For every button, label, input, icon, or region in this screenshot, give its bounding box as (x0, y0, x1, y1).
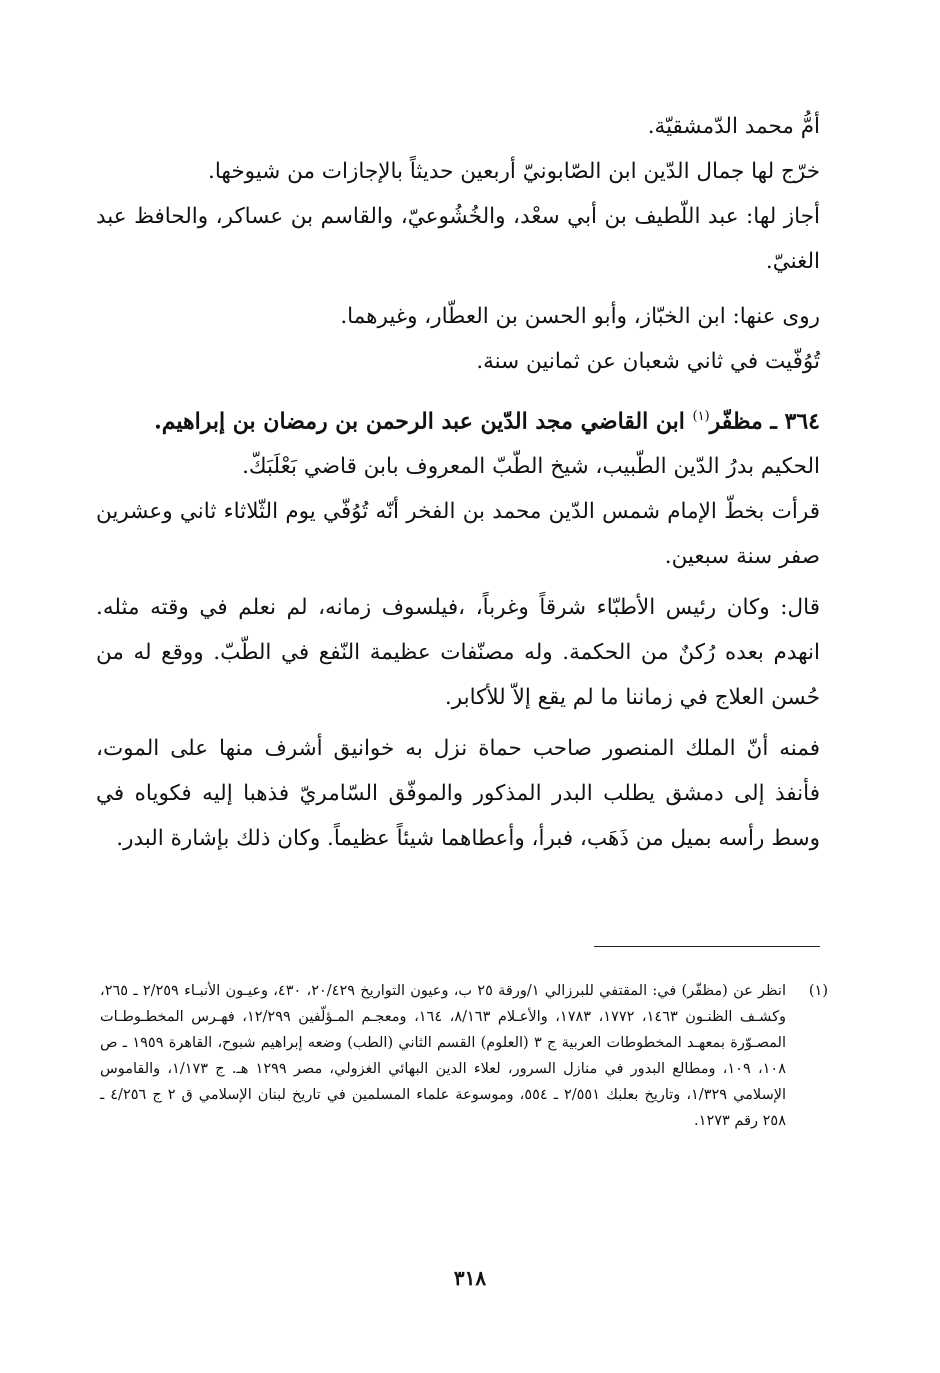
footnote-item (100, 978, 828, 1134)
footnote-divider (594, 946, 820, 947)
paragraph-licensed-by: أجاز لها: عبد اللّطيف بن أبي سعْد، والخُشُوعيّ، والقاسم بن عساكر، والحافظ عبد الغنيّ. (96, 204, 820, 274)
paragraph-death-date: تُوُفّيت في ثاني شعبان عن ثمانين سنة. (476, 349, 820, 374)
main-text (96, 104, 820, 861)
footnote-reference: (١) (692, 409, 710, 424)
paragraph-narrated-by: روى عنها: ابن الخبّاز، وأبو الحسن بن العطّار، وغيرهما. (340, 304, 820, 329)
paragraph-mother-of-muhammad: أمُّ محمد الدّمشقيّة. (647, 114, 820, 139)
entry-number-name: ٣٦٤ ـ مظفّر (709, 408, 820, 435)
paragraph-king-mansur-story: فمنه أنّ الملك المنصور صاحب حماة نزل به خوانيق أشرف منها على الموت، فأنفذ إلى دمشق يطلب البدر المذكور والموفّق السّامريّ فذهبا إليه فكوياه في وسط رأسه بميل من ذَهَب، فبرأ، وأعطاهما شيئاً عظيماً. وكان ذلك بإشارة البدر. (96, 736, 820, 852)
footnote-number: (١) (808, 983, 828, 999)
paragraph-hadith-collection: خرّج لها جمال الدّين ابن الصّابونيّ أربعين حديثاً بالإجازات من شيوخها. (208, 159, 820, 184)
paragraph-chief-physician: قال: وكان رئيس الأطبّاء شرقاً وغرباً، ،فيلسوف زمانه، لم نعلم في وقته مثله. انهدم بعده رُكنٌ من الحكمة. وله مصنّفات عظيمة النّفع في الطّبّ. ووقع له من حُسن العلاج في زماننا ما لم يقع إلاّ للأكابر. (96, 595, 820, 711)
paragraph-read-in-handwriting: قرأت بخطّ الإمام شمس الدّين محمد بن الفخر أنّه تُوُفّي يوم الثّلاثاء ثاني وعشرين صفر سنة سبعين. (96, 499, 820, 570)
entry-lineage: ابن القاضي مجد الدّين عبد الرحمن بن رمضان بن إبراهيم. (154, 408, 693, 435)
footnote-text: انظر عن (مظفّر) في: المقتفي للبرزالي ١/ورقة ٢٥ ب، وعيون التواريخ ٢٠/٤٢٩، ٤٣٠، وعيـون الأنبـاء ٢/٢٥٩ ـ ٢٦٥، وكشـف الظنـون ١٤٦٣، ١٧٧٢، ١٧٨٣، والأعـلام ٨/١٦٣، ١٦٤، ومعجـم المـؤلّفين ١٢/٢٩٩، فهـرس المخطـوطـات المصـوّرة بمعهـد المخطوطات العربية ج ٣ (العلوم) القسم الثاني (الطب) وضعه إبراهيم شبوح، القاهرة ١٩٥٩ ـ ص ١٠٨، ١٠٩، ومطالع البدور في منازل السرور، لعلاء الدين البهائي الغزولي، مصر ١٢٩٩ هـ. ج ١/١٧٣، والقاموس الإسلامي ١/٣٢٩، وتاريخ بعلبك ٢/٥٥١ ـ ٥٥٤، وموسوعة علماء المسلمين في تاريخ لبنان الإسلامي ق ٢ ج ٤/٢٥٦ ـ ٢٥٨ رقم ١٢٧٣. (100, 983, 787, 1129)
paragraph-physician-title: الحكيم بدرُ الدّين الطّبيب، شيخ الطّبّ المعروف بابن قاضي بَعْلَبَكّ. (242, 454, 820, 480)
page-number: ٣١٨ (453, 1266, 487, 1290)
footnotes (100, 978, 828, 1134)
entry-heading (96, 394, 820, 444)
